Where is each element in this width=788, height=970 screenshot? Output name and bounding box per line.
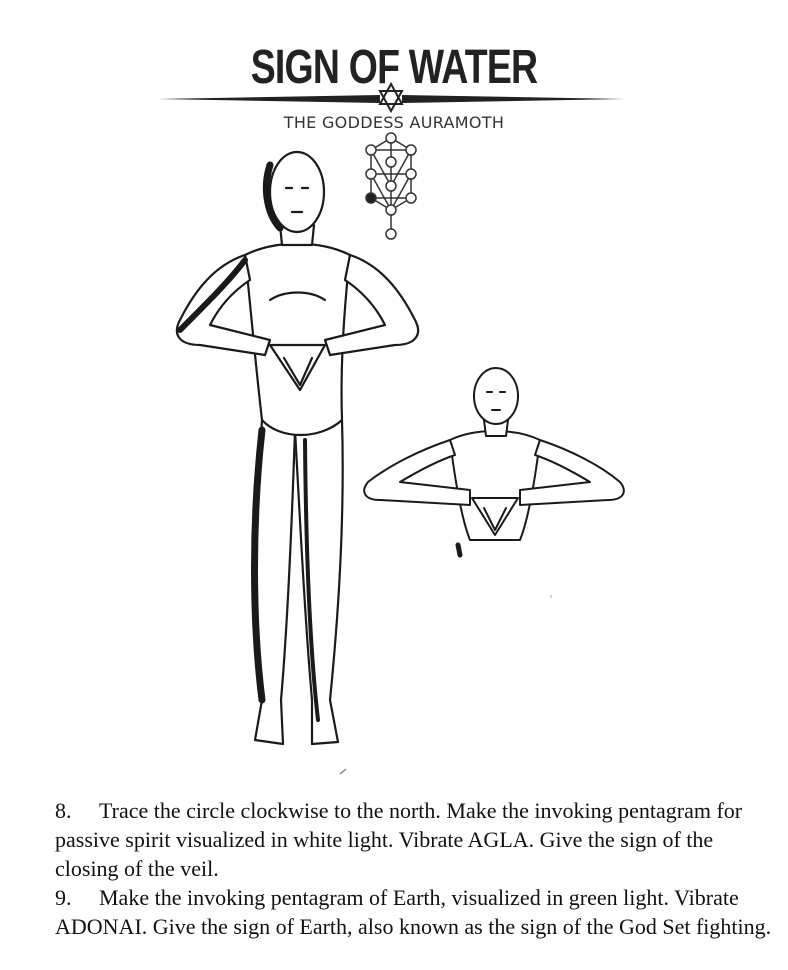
figure-half-icon: [364, 368, 624, 555]
title-divider: [158, 95, 624, 103]
figure-standing-icon: [177, 152, 418, 744]
instruction-number: 9.: [55, 885, 72, 910]
hexagram-icon: [380, 84, 402, 111]
instruction-list: [55, 796, 775, 941]
instruction-item: [55, 796, 775, 883]
page-title: SIGN OF WATER: [250, 41, 538, 94]
instruction-number: 8.: [55, 798, 72, 823]
tree-of-life-icon: [366, 133, 416, 239]
instruction-item: [55, 883, 775, 941]
instruction-text: Trace the circle clockwise to the north. Make the invoking pentagram for passive spirit visualized in white light. Vibrate AGLA. Give the sign of the closing of the veil.: [55, 798, 743, 881]
stray-mark: [340, 769, 346, 774]
instruction-text: Make the invoking pentagram of Earth, visualized in green light. Vibrate ADONAI. Give the sign of Earth, also known as the sign of the God Set fighting.: [55, 885, 772, 939]
page-subtitle: THE GODDESS AURAMOTH: [283, 113, 505, 132]
